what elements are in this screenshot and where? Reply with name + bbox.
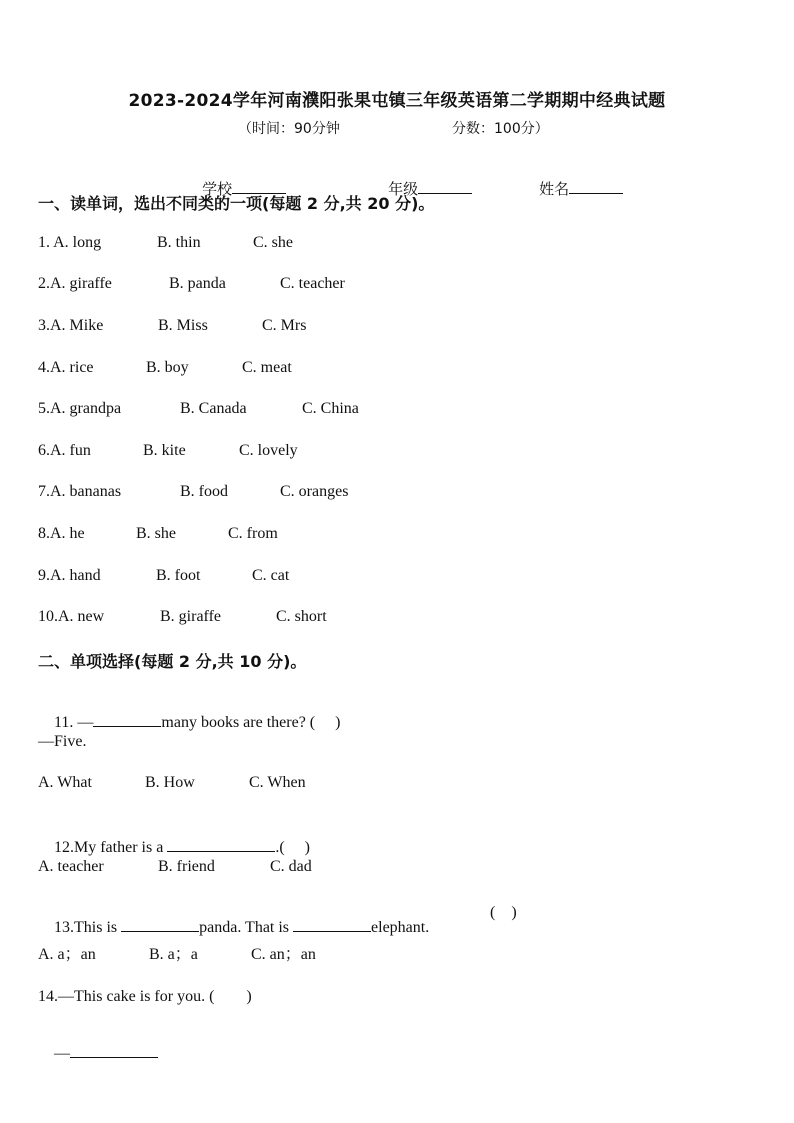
- q12-prefix: 12.My father is a: [54, 839, 168, 856]
- option-b: B. she: [136, 525, 176, 542]
- section-1-heading: 一、读单词，选出不同类的一项(每题 2 分,共 20 分)。: [38, 194, 435, 213]
- question-14: 14.—This cake is for you. ( ): [38, 988, 252, 1005]
- option-c: C. meat: [242, 359, 292, 376]
- option-c: C. China: [302, 400, 359, 417]
- name-field: [520, 160, 623, 217]
- q12-suffix: .( ): [275, 839, 310, 856]
- option-c: C. dad: [270, 858, 312, 875]
- option-a: 2.A. giraffe: [38, 275, 112, 292]
- option-a: A. a；an: [38, 946, 96, 963]
- q11-answer: —Five.: [38, 733, 87, 750]
- page-title: 2023-2024学年河南濮阳张果屯镇三年级英语第二学期期中经典试题: [128, 91, 666, 111]
- q11-prefix: 11. —: [54, 714, 94, 731]
- option-b: B. thin: [157, 234, 201, 251]
- name-label: 姓名: [539, 180, 570, 198]
- answer-blank: [293, 917, 371, 932]
- option-c: C. lovely: [239, 442, 298, 459]
- option-a: 9.A. hand: [38, 567, 101, 584]
- option-a: A. teacher: [38, 858, 104, 875]
- option-a: 4.A. rice: [38, 359, 94, 376]
- option-a: 5.A. grandpa: [38, 400, 122, 417]
- name-blank: [569, 179, 623, 194]
- option-b: B. boy: [146, 359, 189, 376]
- option-a: 10.A. new: [38, 608, 105, 625]
- q11-suffix: many books are there? ( ): [161, 714, 341, 731]
- option-b: B. giraffe: [160, 608, 222, 625]
- q13-prefix: 13.This is: [54, 919, 122, 936]
- option-c: C. Mrs: [262, 317, 307, 334]
- option-c: C. an；an: [251, 946, 316, 963]
- option-b: B. friend: [158, 858, 215, 875]
- answer-blank: [70, 1043, 158, 1058]
- q14-reply: [38, 1025, 158, 1081]
- option-b: B. Canada: [180, 400, 247, 417]
- option-b: B. food: [180, 483, 228, 500]
- q13-suffix: elephant.: [371, 919, 430, 936]
- answer-blank: [167, 837, 275, 852]
- option-a: 7.A. bananas: [38, 483, 122, 500]
- option-b: B. panda: [169, 275, 226, 292]
- section-2-heading: 二、单项选择(每题 2 分,共 10 分)。: [38, 652, 307, 671]
- option-b: B. How: [145, 774, 195, 791]
- option-b: B. foot: [156, 567, 201, 584]
- answer-blank: [121, 917, 199, 932]
- option-c: C. she: [253, 234, 293, 251]
- q13-paren: ( ): [490, 904, 517, 921]
- q13-middle: panda. That is: [199, 919, 294, 936]
- school-label: 学校: [202, 180, 233, 198]
- option-c: C. short: [276, 608, 327, 625]
- option-a: 1. A. long: [38, 234, 102, 251]
- option-c: C. from: [228, 525, 278, 542]
- exam-time: （时间：90分钟: [238, 121, 340, 137]
- question-13: [38, 899, 429, 955]
- option-c: C. cat: [252, 567, 290, 584]
- option-a: 8.A. he: [38, 525, 85, 542]
- option-a: 3.A. Mike: [38, 317, 104, 334]
- option-c: C. When: [249, 774, 306, 791]
- answer-blank: [93, 712, 161, 727]
- option-c: C. oranges: [280, 483, 349, 500]
- option-b: B. a；a: [149, 946, 198, 963]
- q14-dash: —: [54, 1045, 70, 1062]
- exam-score: 分数：100分）: [452, 121, 549, 137]
- grade-label: 年级: [388, 180, 419, 198]
- option-c: C. teacher: [280, 275, 345, 292]
- option-a: A. What: [38, 774, 92, 791]
- option-b: B. kite: [143, 442, 186, 459]
- option-b: B. Miss: [158, 317, 208, 334]
- option-a: 6.A. fun: [38, 442, 91, 459]
